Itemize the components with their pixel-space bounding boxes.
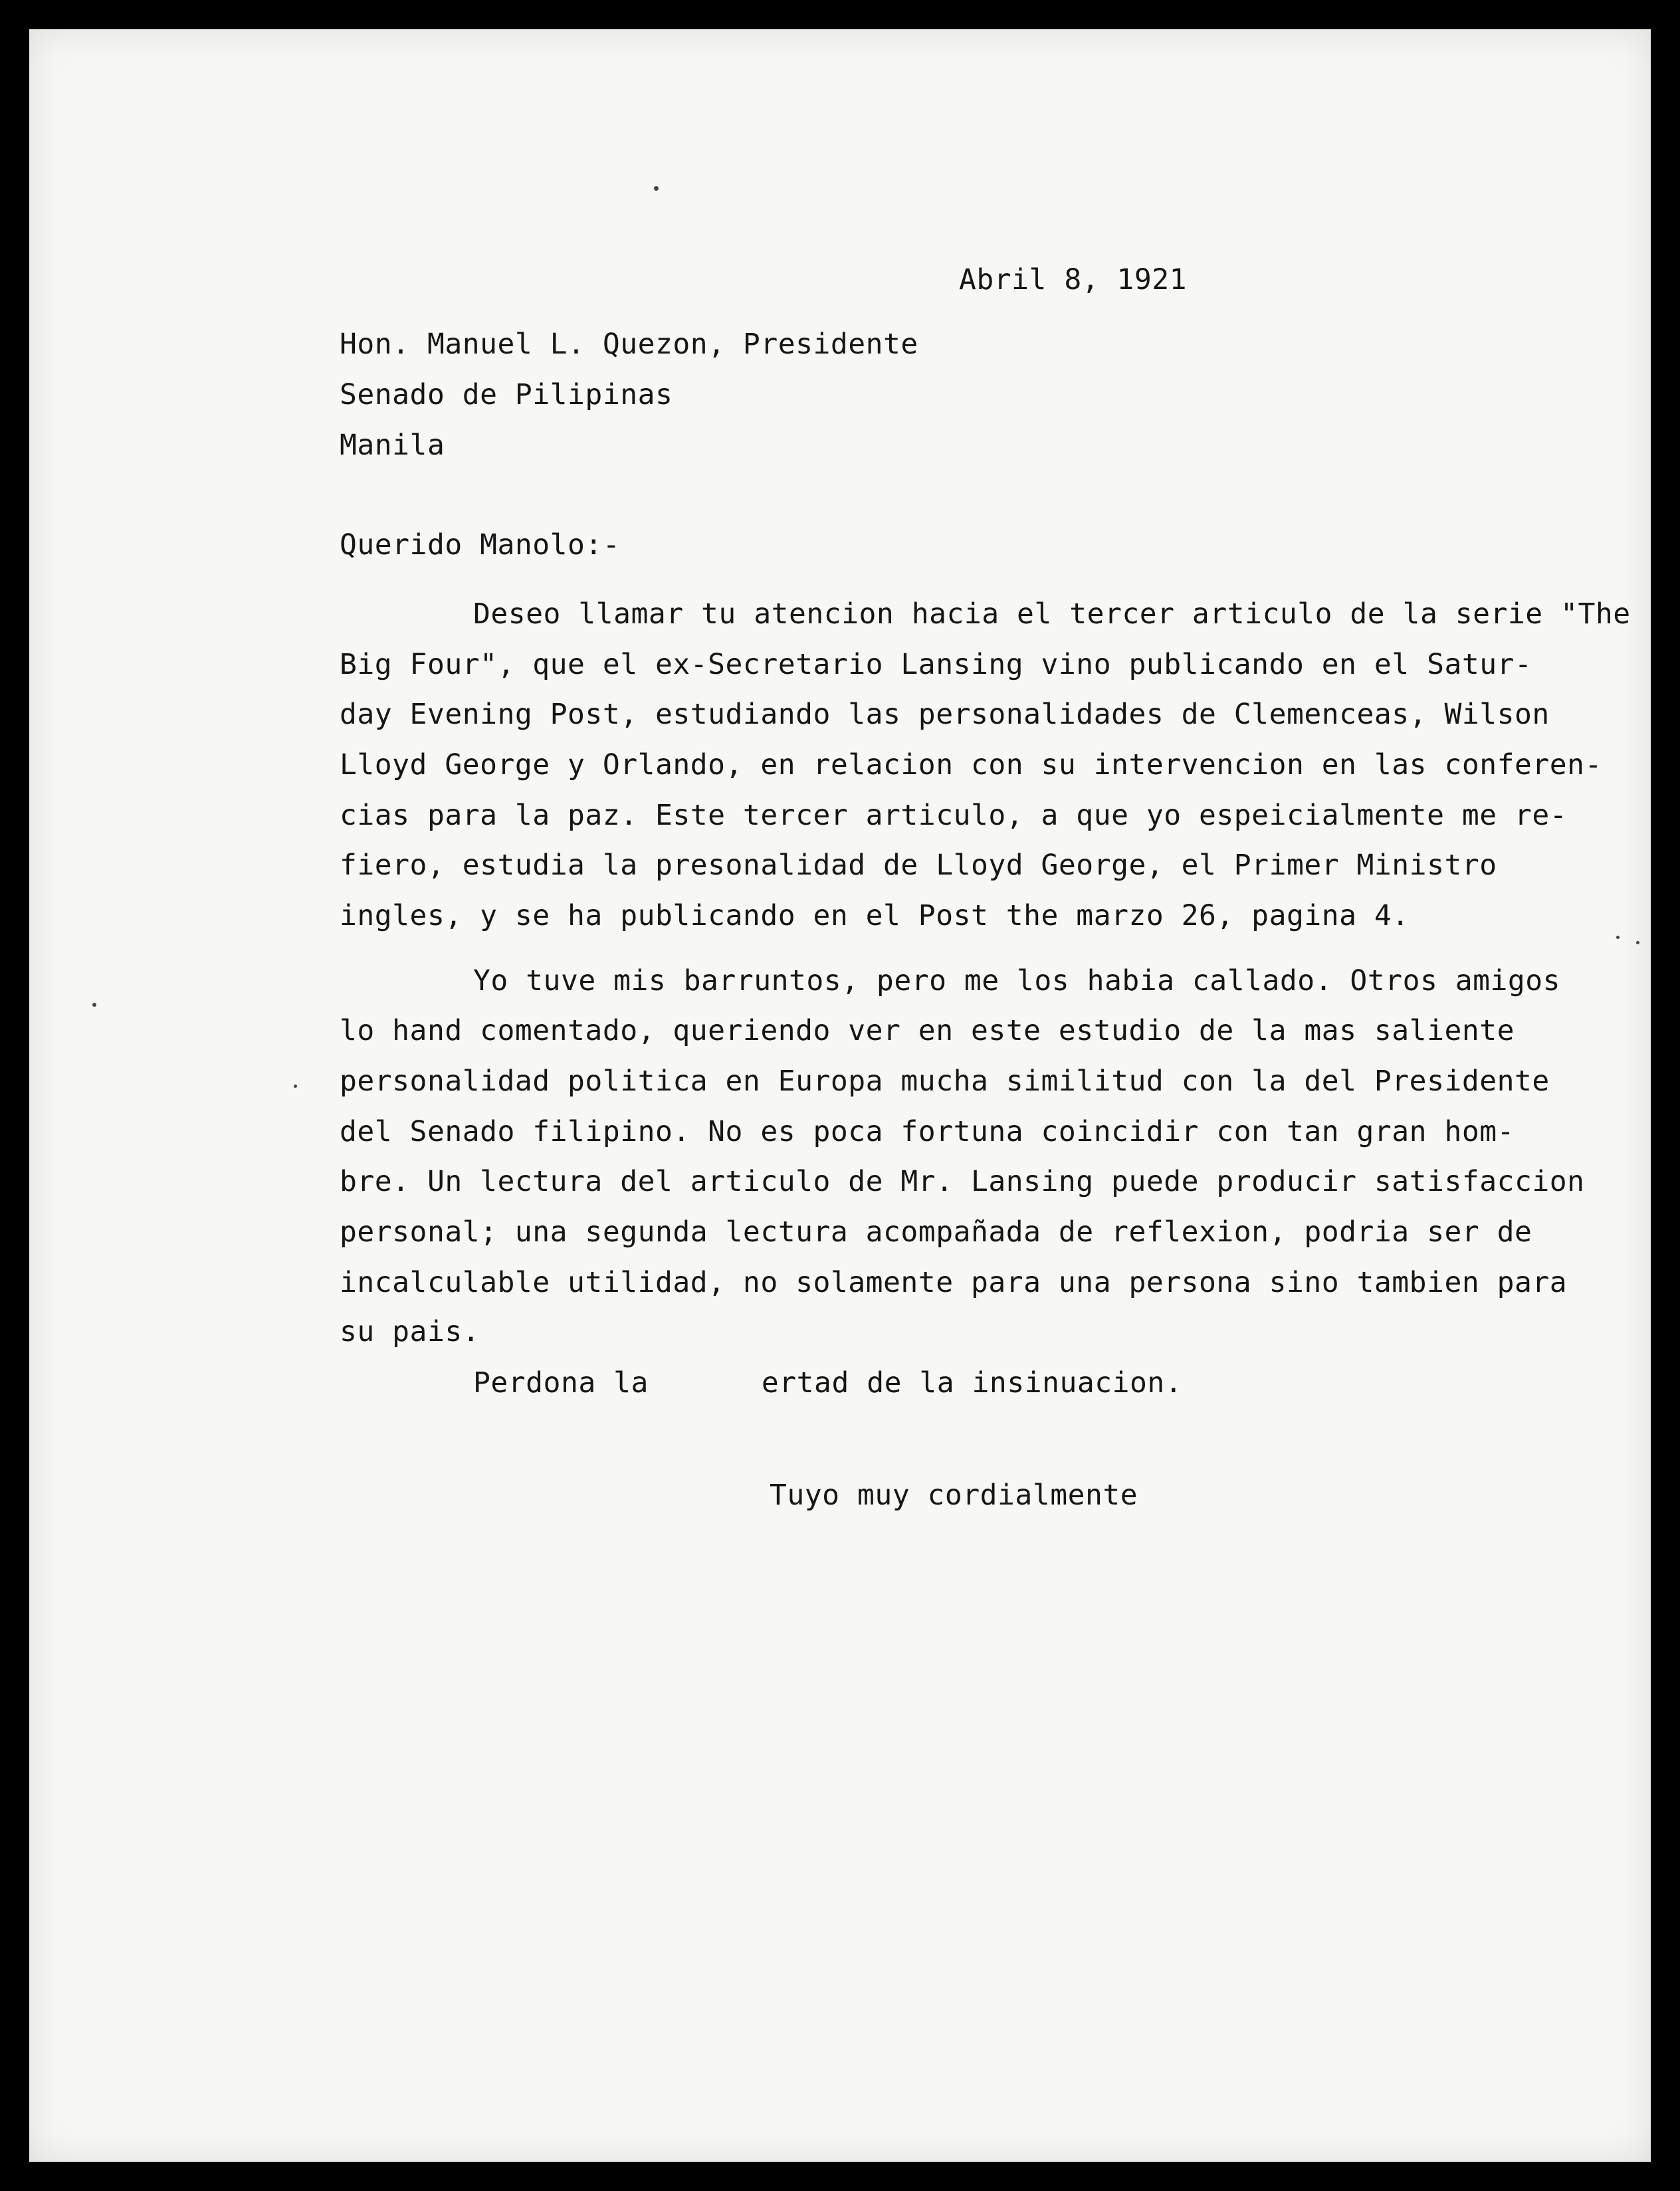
addressee-name: Hon. Manuel L. Quezon, Presidente bbox=[340, 328, 918, 361]
paragraph-2-line: del Senado filipino. No es poca fortuna coincidir con tan gran hom- bbox=[340, 1115, 1515, 1148]
paragraph-2-line: lo hand comentado, queriendo ver en este estudio de la mas saliente bbox=[340, 1014, 1515, 1047]
paragraph-3 bbox=[473, 1366, 1183, 1400]
paragraph-2-line: incalculable utilidad, no solamente para una persona sino tambien para bbox=[340, 1266, 1568, 1299]
paragraph-1-line: ingles, y se ha publicando en el Post the marzo 26, pagina 4. bbox=[340, 899, 1410, 932]
paper-speck bbox=[294, 1085, 297, 1088]
letter-date: Abril 8, 1921 bbox=[959, 263, 1188, 296]
paragraph-1-line: Deseo llamar tu atencion hacia el tercer articulo de la serie "The bbox=[473, 597, 1631, 631]
paragraph-1-line: Lloyd George y Orlando, en relacion con su intervencion en las conferen- bbox=[340, 748, 1602, 782]
paper-speck bbox=[1636, 941, 1639, 944]
paper-speck bbox=[92, 1003, 96, 1007]
paragraph-1-line: fiero, estudia la presonalidad de Lloyd George, el Primer Ministro bbox=[340, 849, 1497, 882]
paragraph-3-start: Perdona la bbox=[473, 1366, 649, 1400]
addressee-city: Manila bbox=[340, 429, 445, 462]
paragraph-2-line: bre. Un lectura del articulo de Mr. Lansing puede producir satisfaccion bbox=[340, 1165, 1585, 1198]
paragraph-1-line: Big Four", que el ex-Secretario Lansing vino publicando en el Satur- bbox=[340, 648, 1532, 681]
complimentary-close: Tuyo muy cordialmente bbox=[770, 1479, 1138, 1512]
paragraph-2-line: personal; una segunda lectura acompañada de reflexion, podria ser de bbox=[340, 1215, 1532, 1249]
addressee-institution: Senado de Pilipinas bbox=[340, 378, 673, 411]
paragraph-2-line: Yo tuve mis barruntos, pero me los habia callado. Otros amigos bbox=[473, 964, 1561, 997]
paper-speck bbox=[654, 186, 659, 191]
paragraph-2-line: su pais. bbox=[340, 1315, 480, 1348]
paragraph-3-end: ertad de la insinuacion. bbox=[761, 1366, 1183, 1400]
salutation: Querido Manolo:- bbox=[340, 528, 621, 562]
paragraph-1-line: day Evening Post, estudiando las personalidades de Clemenceas, Wilson bbox=[340, 698, 1550, 731]
paragraph-2-line: personalidad politica en Europa mucha similitud con la del Presidente bbox=[340, 1065, 1550, 1098]
paper-speck bbox=[1616, 936, 1620, 939]
paragraph-1-line: cias para la paz. Este tercer articulo, a que yo espeicialmente me re- bbox=[340, 799, 1568, 832]
